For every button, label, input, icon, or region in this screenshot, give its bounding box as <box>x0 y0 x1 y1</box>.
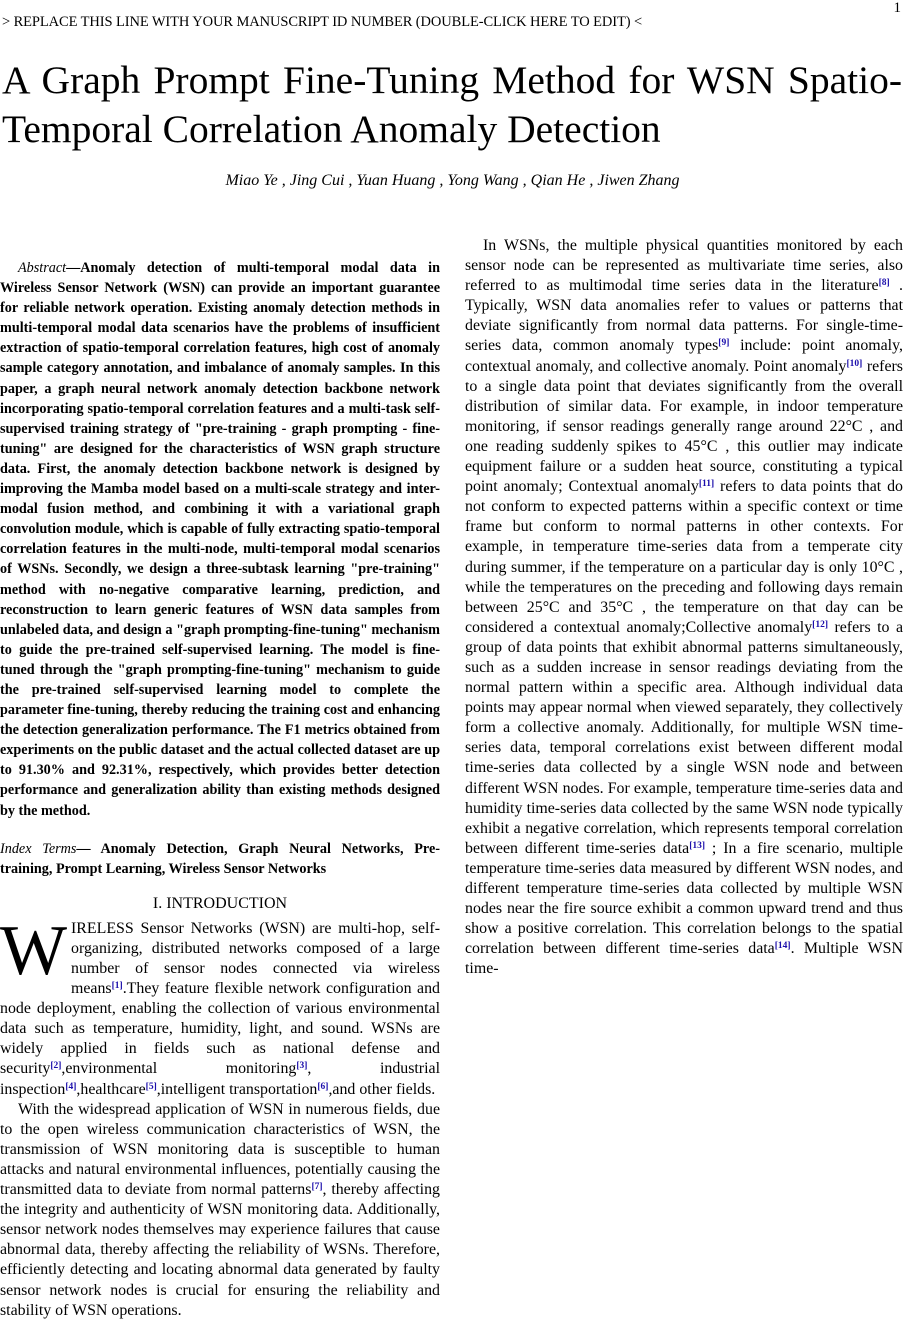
abstract-dash: — <box>66 260 81 276</box>
page-number: 1 <box>893 0 901 16</box>
text-run: . Multiple WSN time- <box>465 940 903 978</box>
intro-paragraph-1 <box>0 911 440 1100</box>
text-run: ,intelligent transportation <box>156 1080 318 1098</box>
intro-paragraph-2 <box>0 1100 440 1321</box>
citation-link[interactable]: [11] <box>698 479 715 490</box>
intro-paragraph-3 <box>465 236 903 979</box>
text-run: ,and other fields. <box>328 1080 436 1098</box>
text-run: .They feature flexible network configuration and node deployment, enabling the collection of various environmental data such as temperature, humidity, light, and sound. WSNs are widely applied in fields such as national defense and security <box>0 980 440 1078</box>
citation-link[interactable]: [13] <box>689 840 706 851</box>
citation-link[interactable]: [10] <box>846 358 863 369</box>
abstract <box>0 258 440 821</box>
text-run: . Typically, WSN data anomalies refer to values or patterns that deviate significantly from normal data patterns. For single-time-series data, common anomaly types <box>465 277 903 355</box>
text-run: refers to a single data point that deviates significantly from the overall distribution of similar data. For example, in indoor temperature monitoring, if sensor readings generally range around 22°C , and one reading suddenly spikes to 45°C , this outlier may indicate equipment failure or a sudden heat source, constituting a typical point anomaly; Contextual anomaly <box>465 357 903 496</box>
citation-link[interactable]: [5] <box>145 1081 157 1092</box>
text-run: ,healthcare <box>76 1080 146 1098</box>
citation-link[interactable]: [14] <box>774 941 791 952</box>
index-terms-dash: — <box>76 840 91 857</box>
text-run: , thereby affecting the integrity and authenticity of WSN monitoring data. Additionally, sensor network nodes themselves may experience failures that cause abnormal data, thereby affecting the reliability of WSNs. Therefore, efficiently detecting and locating abnormal data generated by faulty sensor network nodes is crucial for ensuring the reliability and stability of WSN operations. <box>0 1181 440 1319</box>
citation-link[interactable]: [3] <box>296 1061 308 1072</box>
citation-link[interactable]: [7] <box>311 1182 323 1193</box>
left-column <box>0 258 440 1321</box>
text-run: In WSNs, the multiple physical quantities monitored by each sensor node can be represented as multivariate time series, also referred to as multimodal time series data in the literature <box>465 237 903 295</box>
right-column <box>465 236 903 979</box>
text-run: ; In a fire scenario, multiple temperature time-series data measured by different WSN nodes, and different temperature time-series data collected by multiple WSN nodes near the fire source exhibit a common upward trend and thus show a positive correlation. This correlation belongs to the spatial correlation between different time-series data <box>465 839 903 958</box>
index-terms <box>0 839 440 879</box>
citation-link[interactable]: [2] <box>50 1061 62 1072</box>
citation-link[interactable]: [1] <box>111 981 123 992</box>
drop-cap: W <box>0 911 68 990</box>
citation-link[interactable]: [9] <box>718 338 730 349</box>
citation-link[interactable]: [12] <box>812 619 828 630</box>
paper-title: A Graph Prompt Fine-Tuning Method for WSN Spatio-Temporal Correlation Anomaly Detection <box>2 58 902 151</box>
text-run: refers to data points that do not conform to expected patterns within a specific context or time frame but conform to normal patterns in other contexts. For example, in temperature time-series data from a temperate city during summer, if the temperature on a particular day is only 10°C , while the temperatures on the preceding and following days remain between 25°C and 35°C , the temperature on that day can be considered a contextual anomaly;Collective anomaly <box>465 478 903 636</box>
text-run: ,environmental monitoring <box>61 1060 297 1078</box>
author-list: Miao Ye , Jing Cui , Yuan Huang , Yong Wang , Qian He , Jiwen Zhang <box>225 172 680 189</box>
running-head: > REPLACE THIS LINE WITH YOUR MANUSCRIPT ID NUMBER (DOUBLE-CLICK HERE TO EDIT) < <box>2 14 643 30</box>
abstract-text: Anomaly detection of multi-temporal modal data in Wireless Sensor Network (WSN) can provide an important guarantee for reliable network operation. Existing anomaly detection methods in multi-temporal modal data scenarios have the problems of insufficient extraction of spatio-temporal correlation features, high cost of anomaly sample category annotation, and imbalance of anomaly samples. In this paper, a graph neural network anomaly detection backbone network incorporating spatio-temporal correlation features and a multi-task self-supervised training strategy of "pre-training - graph prompting - fine-tuning" are designed for the characteristics of WSN graph structure data. First, the anomaly detection backbone network is designed by improving the Mamba model based on a multi-scale strategy and inter-modal fusion method, and combining it with a variational graph convolution module, which is capable of fully extracting spatio-temporal correlation features in the multi-node, multi-temporal modal scenarios of WSNs. Secondly, we design a three-subtask learning "pre-training" method with no-negative comparative learning, prediction, and reconstruction to learn generic features of WSN data samples from unlabeled data, and design a "graph prompting-fine-tuning" mechanism to guide the pre-trained self-supervised learning. The model is fine-tuned through the "graph prompting-fine-tuning" mechanism to guide the pre-trained self-supervised learning model to complete the parameter fine-tuning, thereby reducing the training cost and enhancing the detection generalization performance. The F1 metrics obtained from experiments on the public dataset and the actual collected dataset are up to 91.30% and 92.31%, respectively, which provides better detection performance and generalization ability than existing methods designed by the method. <box>0 260 440 819</box>
index-terms-lead: Index Terms <box>0 840 77 857</box>
text-run: , industrial inspection <box>0 1060 440 1098</box>
text-run: IRELESS Sensor Networks (WSN) are multi-hop, self-organizing, distributed networks composed of a large number of sensor nodes connected via wireless means <box>71 919 440 998</box>
index-terms-text: Anomaly Detection, Graph Neural Networks, Pre-training, Prompt Learning, Wireless Sensor Networks <box>0 840 440 877</box>
citation-link[interactable]: [4] <box>65 1081 77 1092</box>
text-run: refers to a group of data points that exhibit abnormal patterns simultaneously, such as a sudden increase in sensor readings deviating from the normal pattern within a specific area. Although individual data points may appear normal when viewed separately, they collectively form a collective anomaly. Additionally, for multiple WSN time-series data, temporal correlations exist between different modal time-series data collected by a single WSN node and between different WSN nodes. For example, temperature time-series data and humidity time-series data collected by the same WSN node typically exhibit a negative correlation, which represents temporal correlation between different time-series data <box>465 618 904 857</box>
section-heading-introduction: I. INTRODUCTION <box>152 894 288 912</box>
text-run: include: point anomaly, contextual anomaly, and collective anomaly. Point anomaly <box>465 337 903 375</box>
citation-link[interactable]: [8] <box>878 278 890 289</box>
citation-link[interactable]: [6] <box>317 1081 329 1092</box>
abstract-lead: Abstract <box>18 260 67 276</box>
text-run: With the widespread application of WSN in numerous fields, due to the open wireless communication characteristics of WSN, the transmission of WSN monitoring data is susceptible to human attacks and natural environmental influences, potentially causing the transmitted data to deviate from normal patterns <box>0 1100 440 1199</box>
